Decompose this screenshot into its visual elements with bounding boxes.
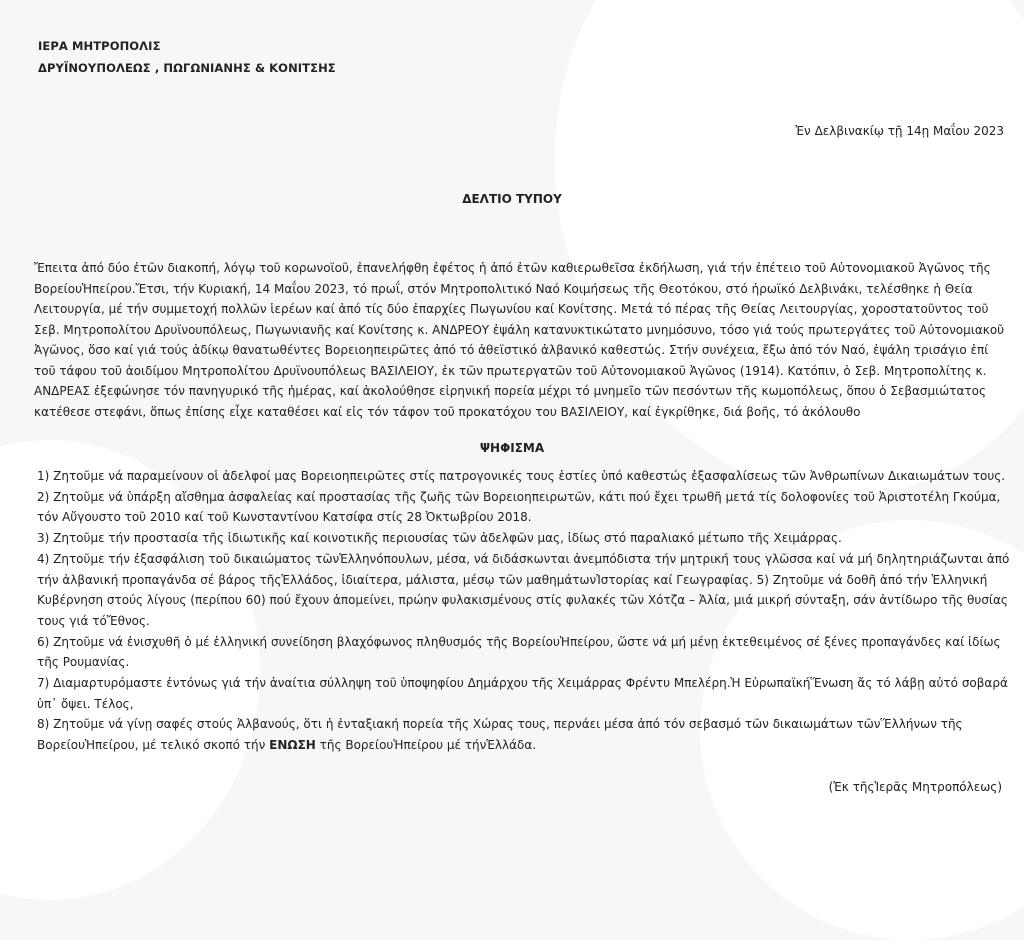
item-8-text: 8) Ζητοῦμε νά γίνῃ σαφές στούς Ἀλβανούς, ὅτι ἡ ἐνταξιακή πορεία τῆς Χώρας τους, περνάει μέσα ἀπό τόν σεβασμό τῶν δικαιωμάτων τῶνἝλλήνων τῆς ΒορείουἩπείρου, μέ τελικό σκοπό τήν <box>37 717 963 753</box>
resolution-item: 3) Ζητοῦμε τήν προστασία τῆς ἰδιωτικῆς καί κοινοτικῆς περιουσίας τῶν ἀδελφῶν μας, ἰδίως στό παραλιακό μέτωπο τῆς Χειμάρρας. <box>37 531 842 546</box>
item-8-text-end: τῆς ΒορείουἩπείρου μέ τήνἙλλάδα. <box>315 738 537 753</box>
letterhead-line-1: ΙΕΡΑ ΜΗΤΡΟΠΟΛΙΣ <box>38 39 161 53</box>
letterhead <box>38 35 336 79</box>
body-paragraph: Ἔπειτα ἀπό δύο ἐτῶν διακοπή, λόγῳ τοῦ κορωνοϊοῦ, ἐπανελήφθη ἐφέτος ἡ ἀπό ἐτῶν καθιερωθεῖσα ἐκδήλωση, γιά τήν ἐπέτειο τοῦ Αὐτονομιακοῦ Ἀγῶνος τῆς ΒορείουἩπείρου.Ἔτσι, τήν Κυριακή, 14 Μαΐου 2023, τό πρωΐ, στόν Μητροπολιτικό Ναό Κοιμήσεως τῆς Θεοτόκου, στό ἡρωϊκό Δελβινάκι, τελέσθηκε ἡ Θεία Λειτουργία, μέ τήν συμμετοχή πολλῶν ἱερέων καί ἀπό τίς δύο ἐπαρχίες Πωγωνίου καί Κονίτσης. Μετά τό πέρας τῆς Θείας Λειτουργίας, χοροστατοῦντος τοῦ Σεβ. Μητροπολίτου Δρυϊνουπόλεως, Πωγωνιανῆς καί Κονίτσης κ. ΑΝΔΡΕΟΥ ἐψάλη κατανυκτικώτατο μνημόσυνο, τόσο γιά τούς πρωτεργάτες τοῦ Αὐτονομιακοῦ Ἀγῶνος, ὅσο καί γιά τούς ἀδίκῳ θανατωθέντες Βορειοηπειρῶτες ἀπό τό ἀθεϊστικό ἀλβανικό καθεστώς. Στήν συνέχεια, ἔξω ἀπό τόν Ναό, ἐψάλη τρισάγιο ἐπί τοῦ τάφου τοῦ ἀοιδίμου Μητροπολίτου Δρυϊνουπόλεως ΒΑΣΙΛΕΙΟΥ, ἐκ τῶν πρωτεργατῶν τοῦ Αὐτονομιακοῦ Ἀγῶνος (1914). Κατόπιν, ὁ Σεβ. Μητροπολίτης κ. ΑΝΔΡΕΑΣ ἐξεφώνησε τόν πανηγυρικό τῆς ἡμέρας, καί ἀκολούθησε εἰρηνική πορεία μέχρι τό μνημεῖο τῶν πεσόντων τῆς κωμοπόλεως, ὅπου ὁ Σεβασμιώτατος κατέθεσε στεφάνι, ὅπως ἐπίσης εἶχε καταθέσει καί εἰς τόν τάφον τοῦ προκατόχου του ΒΑΣΙΛΕΙΟΥ, καί ἐγκρίθηκε, διά βοῆς, τό ἀκόλουθο <box>34 261 1005 419</box>
document-signature: (Ἐκ τῆςἹερᾶς Μητροπόλεως) <box>828 780 1002 794</box>
resolution-item: 2) Ζητοῦμε νά ὑπάρξη αἴσθημα ἀσφαλείας καί προστασίας τῆς ζωῆς τῶν Βορειοηπειρωτῶν, κάτι πού ἔχει τρωθῆ μετά τίς δολοφονίες τοῦ Ἀριστοτέλη Γκούμα, τόν Αὔγουστο τοῦ 2010 καί τοῦ Κωνσταντίνου Κατσίφα στίς 28 Ὀκτωβρίου 2018. <box>37 489 1001 525</box>
letterhead-line-2: ΔΡΥΪΝΟΥΠΟΛΕΩΣ , ΠΩΓΩΝΙΑΝΗΣ & ΚΟΝΙΤΣΗΣ <box>38 61 336 75</box>
resolution-item-8 <box>37 714 1012 755</box>
item-8-bold: ΕΝΩΣΗ <box>269 738 316 753</box>
resolution-item: 7) Διαμαρτυρόμαστε ἐντόνως γιά τήν ἀναίτια σύλληψη τοῦ ὑποψηφίου Δημάρχου τῆς Χειμάρρας Φρέντυ Μπελέρη.Ἡ ΕὐρωπαϊκήἝνωση ἄς τό λάβῃ αὐτό σοβαρά ὑπ᾽ ὄψει. Τέλος, <box>37 676 1008 711</box>
resolution-list <box>37 466 1012 756</box>
resolution-item: 1) Ζητοῦμε νά παραμείνουν οἱ ἀδελφοί μας Βορειοηπειρῶτες στίς πατρογονικές τους ἑστίες ὑπό καθεστώς ἐξασφαλίσεως τῶν Ἀνθρωπίνων Δικαιωμάτων τους. <box>37 469 1006 483</box>
document-date: Ἐν Δελβινακίῳ τῇ 14ῃ Μαΐου 2023 <box>795 124 1004 138</box>
document-title: ΔΕΛΤΙΟ ΤΥΠΟΥ <box>462 192 562 206</box>
resolution-item: 6) Ζητοῦμε νά ἐνισχυθῆ ὁ μέ ἑλληνική συνείδηση βλαχόφωνος πληθυσμός τῆς ΒορείουἩπείρου, ὥστε νά μή μένῃ ἐκτεθειμένος σέ ξένες προπαγάνδες καί ἰδίως τῆς Ρουμανίας. <box>37 634 1001 670</box>
resolution-item: 4) Ζητοῦμε τήν ἐξασφάλιση τοῦ δικαιώματος τῶνἙλληνόπουλων, μέσα, νά διδάσκωνται ἀνεμπόδιστα τήν μητρική τους γλῶσσα καί νά μή δηλητηριάζωνται ἀπό τήν ἀλβανική προπαγάνδα σέ βάρος τῆςἙλλάδος, ἰδιαίτερα, μάλιστα, μέσῳ τῶν μαθημάτωνἸστορίας καί Γεωγραφίας. 5) Ζητοῦμε νά δοθῆ ἀπό τήν Ἑλληνική Κυβέρνηση στούς λίγους (περίπου 60) πού ἔχουν ἀπομείνει, πρώην φυλακισμένους στίς φυλακές τῶν Χότζα – Ἀλία, μιά μικρή σύνταξη, σάν ἀντίδωρο τῆς θυσίας τους γιά τόἜθνος. <box>37 551 1010 628</box>
resolution-title: ΨΗΦΙΣΜΑ <box>479 441 545 455</box>
